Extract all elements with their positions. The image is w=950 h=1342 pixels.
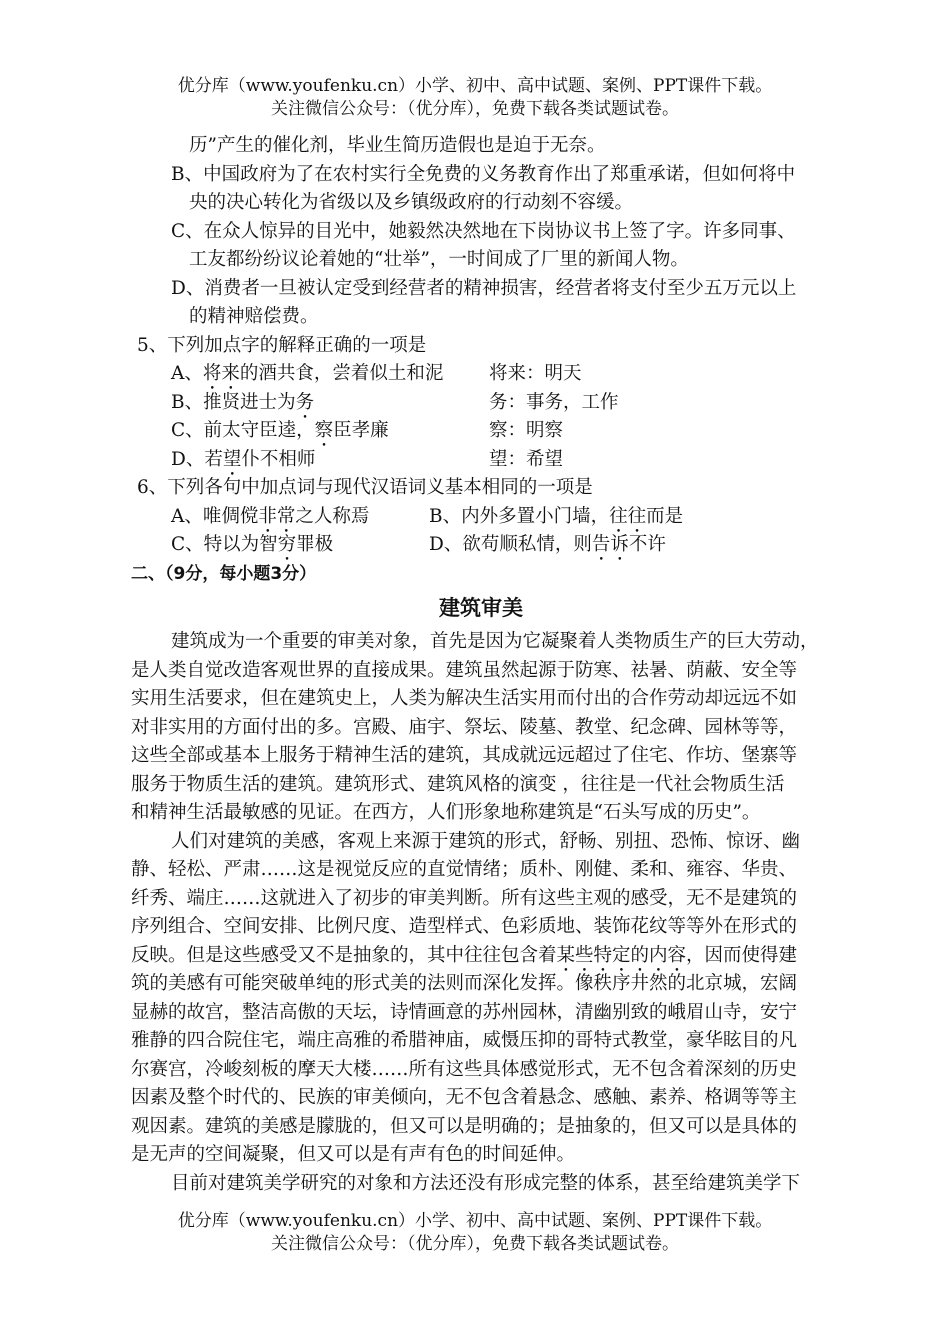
paragraph-line: 显赫的故宫，整洁高傲的天坛，诗情画意的苏州园林，清幽别致的峨眉山寺，安宁: [131, 1001, 798, 1023]
q4-option-b-line-2: 央的决心转化为省级以及乡镇级政府的行动刻不容缓。: [189, 192, 634, 213]
paragraph-line: 这些全部或基本上服务于精神生活的建筑，其成就远远超过了住宅、作坊、堡寨等: [131, 745, 798, 766]
paragraph-line: 和精神生活最敏感的见证。在西方，人们形象地称建筑是“石头写成的历史”。: [131, 802, 761, 823]
paragraph-line: 纤秀、端庄……这就进入了初步的审美判断。所有这些主观的感受，无不是建筑的: [131, 887, 798, 909]
q5-a-explanation: 将来：明天: [489, 363, 582, 384]
q5-b-explanation: 务：事务，工作: [489, 391, 619, 413]
paragraph-text: ，因而使得建: [686, 944, 798, 966]
q4-option-c-line-1: C、在众人惊异的目光中，她毅然决然地在下岗协议书上签了字。许多同事、: [171, 220, 796, 242]
q4-option-d-line-1: D、消费者一旦被认定受到经营者的精神损害，经营者将支付至少五万元以上: [171, 277, 797, 299]
paragraph-line: 静、轻松、严肃……这是视觉反应的直觉情绪；质朴、刚健、柔和、雍容、华贵、: [131, 859, 798, 880]
paragraph-line: 筑的美感有可能突破单纯的形式美的法则而深化发挥。像秩序井然的北京城，宏阔: [131, 973, 798, 994]
paragraph-line: 是无声的空间凝聚，但又可以是有声有色的时间延伸。: [131, 1144, 576, 1165]
q5-stem: 5、下列加点字的解释正确的一项是: [137, 334, 427, 356]
q4-option-c-line-2: 工友都纷纷议论着她的“壮举”，一时间成了厂里的新闻人物。: [189, 249, 689, 270]
q5-d-pre: D、若: [171, 448, 223, 470]
q6-c-dotted: 穷: [277, 534, 297, 555]
q4-option-b-line-1: B、中国政府为了在农村实行全免费的义务教育作出了郑重承诺，但如何将中: [171, 163, 796, 185]
dotted-phrase: 某些特定的内容: [556, 944, 687, 966]
paragraph-line: 雅静的四合院住宅，端庄高雅的希腊神庙，威慑压抑的哥特式教堂，豪华眩目的凡: [131, 1030, 798, 1051]
article-paragraph-3: [131, 1170, 831, 1199]
paragraph-line: 目前对建筑美学研究的对象和方法还没有形成完整的体系，甚至给建筑美学下: [171, 1172, 801, 1194]
q5-b-dotted: 务: [295, 391, 315, 413]
paragraph-line: 人们对建筑的美感，客观上来源于建筑的形式，舒畅、别扭、恐怖、惊讶、幽: [171, 830, 801, 852]
paragraph-line: 服务于物质生活的建筑。建筑形式、建筑风格的演变 ，往往是一代社会物质生活: [131, 773, 785, 795]
footer-line-1: 优分库（www.youfenku.cn）小学、初中、高中试题、案例、PPT课件下载。: [177, 1211, 773, 1231]
q6-c-post: 罪极: [296, 534, 334, 555]
paragraph-text: 反映。但是这些感受又不是抽象的，其中往往包含着: [131, 944, 557, 966]
article-paragraph-2: [131, 828, 831, 1170]
q6-a-post: 之人称焉: [295, 505, 370, 527]
paragraph-line: 尔赛宫，冷峻刻板的摩天大楼……所有这些具体感觉形式，无不包含着深刻的历史: [131, 1058, 798, 1080]
q6-option-b: [429, 503, 683, 532]
q6-a-dotted: 非常: [258, 505, 296, 527]
document-body: [131, 132, 831, 1198]
q5-a-dotted: 将来: [202, 363, 240, 384]
q5-b-pre: B、推贤进士为: [171, 391, 296, 413]
q5-c-post: 臣孝廉: [333, 420, 389, 441]
section-2-heading: 二、（9分，每小题3分）: [131, 563, 317, 584]
paragraph-line: [131, 942, 831, 971]
q6-option-a: [131, 503, 429, 532]
paragraph-line: 因素及整个时代的、民族的审美倾向，无不包含着悬念、感触、素养、格调等等主: [131, 1087, 798, 1108]
q6-b-dotted: 往往: [609, 505, 647, 527]
paragraph-line: 是人类自觉改造客观世界的直接成果。建筑虽然起源于防寒、祛暑、荫蔽、安全等: [131, 659, 798, 681]
paragraph-line: 建筑成为一个重要的审美对象，首先是因为它凝聚着人类物质生产的巨大劳动，: [171, 631, 819, 652]
page-header: [0, 75, 950, 121]
q6-stem: 6、下列各句中加点词与现代汉语词义基本相同的一项是: [137, 477, 593, 498]
q5-a-post: 的酒共食，尝着似土和泥: [239, 363, 444, 384]
q5-c-dotted: 察: [314, 420, 334, 441]
paragraph-line: 实用生活要求，但在建筑史上，人类为解决生活实用而付出的合作劳动却远远不如: [131, 688, 798, 709]
footer-line-2: 关注微信公众号：（优分库），免费下载各类试题试卷。: [271, 1234, 679, 1254]
q5-c-explanation: 察：明察: [489, 420, 564, 441]
q6-options-row-2: [131, 531, 831, 560]
q6-d-post: 不许: [628, 534, 666, 555]
q5-d-post: 仆不相师: [241, 448, 316, 470]
header-line-2: 关注微信公众号：（优分库），免费下载各类试题试卷。: [271, 99, 679, 119]
page-footer: [0, 1210, 950, 1256]
q5-option-b: [131, 389, 831, 418]
q6-b-post: 而是: [646, 505, 684, 527]
q6-d-dotted: 告诉: [591, 534, 629, 555]
article-paragraph-1: [131, 628, 831, 828]
paragraph-line: 对非实用的方面付出的多。宫殿、庙宇、祭坛、陵墓、教堂、纪念碑、园林等等，: [131, 716, 798, 738]
paragraph-line: 序列组合、空间安排、比例尺度、造型样式、色彩质地、装饰花纹等等外在形式的: [131, 916, 798, 937]
q5-d-dotted: 望: [222, 448, 242, 470]
q5-option-c: [131, 417, 831, 446]
q6-c-pre: C、特以为智: [171, 534, 278, 555]
q5-option-a: [131, 360, 831, 389]
q4-option-d-line-2: 的精神赔偿费。: [189, 306, 319, 327]
q6-option-c: [131, 531, 429, 560]
paragraph-line: 观因素。建筑的美感是朦胧的，但又可以是明确的；是抽象的，但又可以是具体的: [131, 1115, 798, 1137]
q6-options-row-1: [131, 503, 831, 532]
q5-d-explanation: 望：希望: [489, 448, 564, 470]
article-title: 建筑审美: [439, 596, 523, 620]
q5-a-pre: A、: [171, 363, 203, 384]
q6-option-d: [429, 531, 666, 560]
q6-a-pre: A、唯倜傥: [171, 505, 259, 527]
q6-d-pre: D、欲苟顺私情，则: [429, 534, 592, 555]
q5-c-pre: C、前太守臣逵，: [171, 420, 315, 441]
header-line-1: 优分库（www.youfenku.cn）小学、初中、高中试题、案例、PPT课件下载。: [177, 76, 773, 96]
q6-b-pre: B、内外多置小门墙，: [429, 505, 610, 527]
q5-option-d: [131, 446, 831, 475]
q4-option-a-continued: 历”产生的催化剂，毕业生简历造假也是迫于无奈。: [189, 135, 606, 156]
